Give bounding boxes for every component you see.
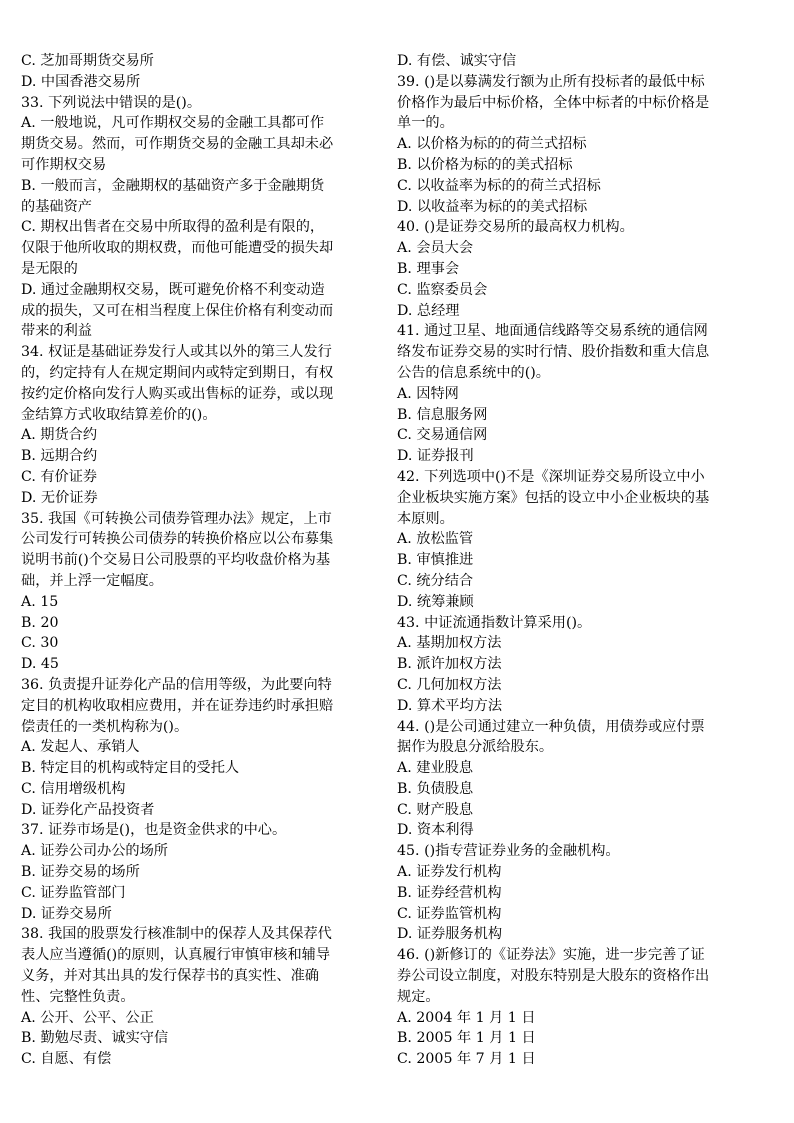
- right-column: [397, 51, 772, 1070]
- text-line: D. 45: [21, 656, 59, 673]
- text-line: 成的损失，又可在相当程度上保住价格有利变动而: [21, 302, 334, 319]
- text-line: 义务，并对其出具的发行保荐书的真实性、准确: [21, 968, 319, 985]
- text-line: A. 2004 年 1 月 1 日: [397, 1009, 536, 1026]
- text-line: C. 以收益率为标的的荷兰式招标: [397, 177, 601, 194]
- text-line: 按约定价格向发行人购买或出售标的证券，或以现: [21, 385, 334, 402]
- text-line: A. 建业股息: [397, 760, 474, 777]
- text-line: 企业板块实施方案》包括的设立中小企业板块的基: [397, 489, 710, 506]
- text-line: B. 信息服务网: [397, 406, 488, 423]
- text-line: A. 以价格为标的的荷兰式招标: [397, 136, 587, 153]
- text-line: 的，约定持有人在规定期间内或特定到期日，有权: [21, 364, 334, 381]
- text-line: 据作为股息分派给股东。: [397, 739, 554, 756]
- text-line: C. 自愿、有偿: [21, 1051, 112, 1068]
- text-line: B. 远期合约: [21, 448, 98, 465]
- text-line: D. 以收益率为标的的美式招标: [397, 198, 588, 215]
- text-line: D. 证券报刊: [397, 448, 474, 465]
- text-line: D. 算术平均方法: [397, 697, 503, 714]
- text-line: 37. 证券市场是()，也是资金供求的中心。: [21, 822, 287, 839]
- text-line: 表人应当遵循()的原则，认真履行审慎审核和辅导: [21, 947, 331, 964]
- text-line: 34. 权证是基础证券发行人或其以外的第三人发行: [21, 344, 332, 361]
- text-line: 41. 通过卫星、地面通信线路等交易系统的通信网: [397, 323, 708, 340]
- text-line: 仅限于他所收取的期权费，而他可能遭受的损失却: [21, 240, 334, 257]
- text-line: A. 期货合约: [21, 427, 98, 444]
- text-line: B. 证券交易的场所: [21, 864, 140, 881]
- text-line: 价格作为最后中标价格，全体中标者的中标价格是: [397, 94, 710, 111]
- text-line: B. 一般而言，金融期权的基础资产多于金融期货: [21, 177, 325, 194]
- text-line: C. 30: [21, 635, 59, 652]
- text-line: 的基础资产: [21, 198, 92, 215]
- text-line: C. 芝加哥期货交易所: [21, 53, 154, 69]
- text-line: 期货交易。然而，可作期货交易的金融工具却未必: [21, 136, 334, 153]
- text-line: 是无限的: [21, 260, 78, 277]
- text-line: A. 因特网: [397, 385, 459, 402]
- text-line: C. 统分结合: [397, 572, 474, 589]
- text-line: B. 特定目的机构或特定目的受托人: [21, 760, 240, 777]
- text-line: B. 以价格为标的的美式招标: [397, 156, 573, 173]
- text-line: B. 负债股息: [397, 780, 474, 797]
- text-line: D. 有偿、诚实守信: [397, 53, 517, 69]
- text-line: A. 证券公司办公的场所: [21, 843, 168, 860]
- text-line: 45. ()指专营证券业务的金融机构。: [397, 843, 620, 860]
- text-line: C. 证券监管机构: [397, 905, 502, 922]
- text-line: 36. 负责提升证券化产品的信用等级，为此要向特: [21, 676, 332, 693]
- text-line: 44. ()是公司通过建立一种负债，用债券或应付票: [397, 718, 705, 735]
- text-line: 单一的。: [397, 115, 454, 132]
- text-line: 说明书前()个交易日公司股票的平均收盘价格为基: [21, 552, 331, 569]
- text-line: A. 发起人、承销人: [21, 739, 140, 756]
- text-line: 40. ()是证券交易所的最高权力机构。: [397, 219, 634, 236]
- text-line: 46. ()新修订的《证券法》实施，进一步完善了证: [397, 947, 705, 964]
- text-line: 公告的信息系统中的()。: [397, 364, 550, 381]
- text-line: C. 有价证券: [21, 468, 98, 485]
- text-line: 金结算方式收取结算差价的()。: [21, 406, 217, 423]
- text-line: B. 2005 年 1 月 1 日: [397, 1030, 536, 1047]
- text-line: 38. 我国的股票发行核准制中的保荐人及其保荐代: [21, 926, 332, 943]
- text-line: 42. 下列选项中()不是《深圳证券交易所设立中小: [397, 468, 705, 485]
- text-line: D. 证券交易所: [21, 905, 112, 922]
- text-line: C. 交易通信网: [397, 427, 488, 444]
- text-line: C. 信用增级机构: [21, 780, 126, 797]
- text-line: 偿责任的一类机构称为()。: [21, 718, 189, 735]
- text-line: D. 通过金融期权交易，既可避免价格不利变动造: [21, 281, 325, 298]
- text-line: D. 中国香港交易所: [21, 73, 141, 90]
- text-line: C. 2005 年 7 月 1 日: [397, 1051, 536, 1068]
- text-line: B. 审慎推进: [397, 552, 474, 569]
- text-line: C. 期权出售者在交易中所取得的盈利是有限的，: [21, 219, 325, 236]
- text-line: 43. 中证流通指数计算采用()。: [397, 614, 592, 631]
- text-line: B. 勤勉尽责、诚实守信: [21, 1030, 169, 1047]
- text-line: 本原则。: [397, 510, 454, 527]
- text-line: D. 资本利得: [397, 822, 474, 839]
- text-line: A. 公开、公平、公正: [21, 1009, 154, 1026]
- text-line: 规定。: [397, 988, 440, 1005]
- text-line: 可作期权交易: [21, 156, 107, 173]
- text-line: D. 无价证券: [21, 489, 98, 506]
- text-line: 性、完整性负责。: [21, 988, 135, 1005]
- text-line: 定目的机构收取相应费用，并在证券违约时承担赔: [21, 697, 334, 714]
- text-line: A. 证券发行机构: [397, 864, 502, 881]
- text-line: 39. ()是以募满发行额为止所有投标者的最低中标: [397, 73, 705, 90]
- text-line: D. 总经理: [397, 302, 460, 319]
- text-line: 35. 我国《可转换公司债券管理办法》规定，上市: [21, 510, 332, 527]
- text-line: B. 证券经营机构: [397, 884, 502, 901]
- text-line: A. 放松监管: [397, 531, 474, 548]
- text-line: B. 20: [21, 614, 59, 631]
- text-line: 础，并上浮一定幅度。: [21, 572, 163, 589]
- text-line: 公司发行可转换公司债券的转换价格应以公布募集: [21, 531, 334, 548]
- left-column: [21, 51, 389, 1070]
- text-line: C. 监察委员会: [397, 281, 488, 298]
- text-line: A. 15: [21, 593, 59, 610]
- text-line: D. 证券服务机构: [397, 926, 503, 943]
- text-line: 络发布证券交易的实时行情、股价指数和重大信息: [397, 344, 710, 361]
- text-line: D. 统筹兼顾: [397, 593, 474, 610]
- text-line: C. 证券监管部门: [21, 884, 126, 901]
- text-line: 带来的利益: [21, 323, 92, 340]
- text-line: C. 几何加权方法: [397, 676, 502, 693]
- text-line: C. 财产股息: [397, 801, 474, 818]
- text-line: 33. 下列说法中错误的是()。: [21, 94, 202, 111]
- text-line: A. 会员大会: [397, 240, 474, 257]
- text-line: 券公司设立制度，对股东特别是大股东的资格作出: [397, 968, 710, 985]
- text-line: D. 证券化产品投资者: [21, 801, 155, 818]
- text-line: A. 基期加权方法: [397, 635, 502, 652]
- text-line: A. 一般地说，凡可作期权交易的金融工具都可作: [21, 115, 325, 132]
- text-line: B. 理事会: [397, 260, 460, 277]
- text-line: B. 派许加权方法: [397, 656, 502, 673]
